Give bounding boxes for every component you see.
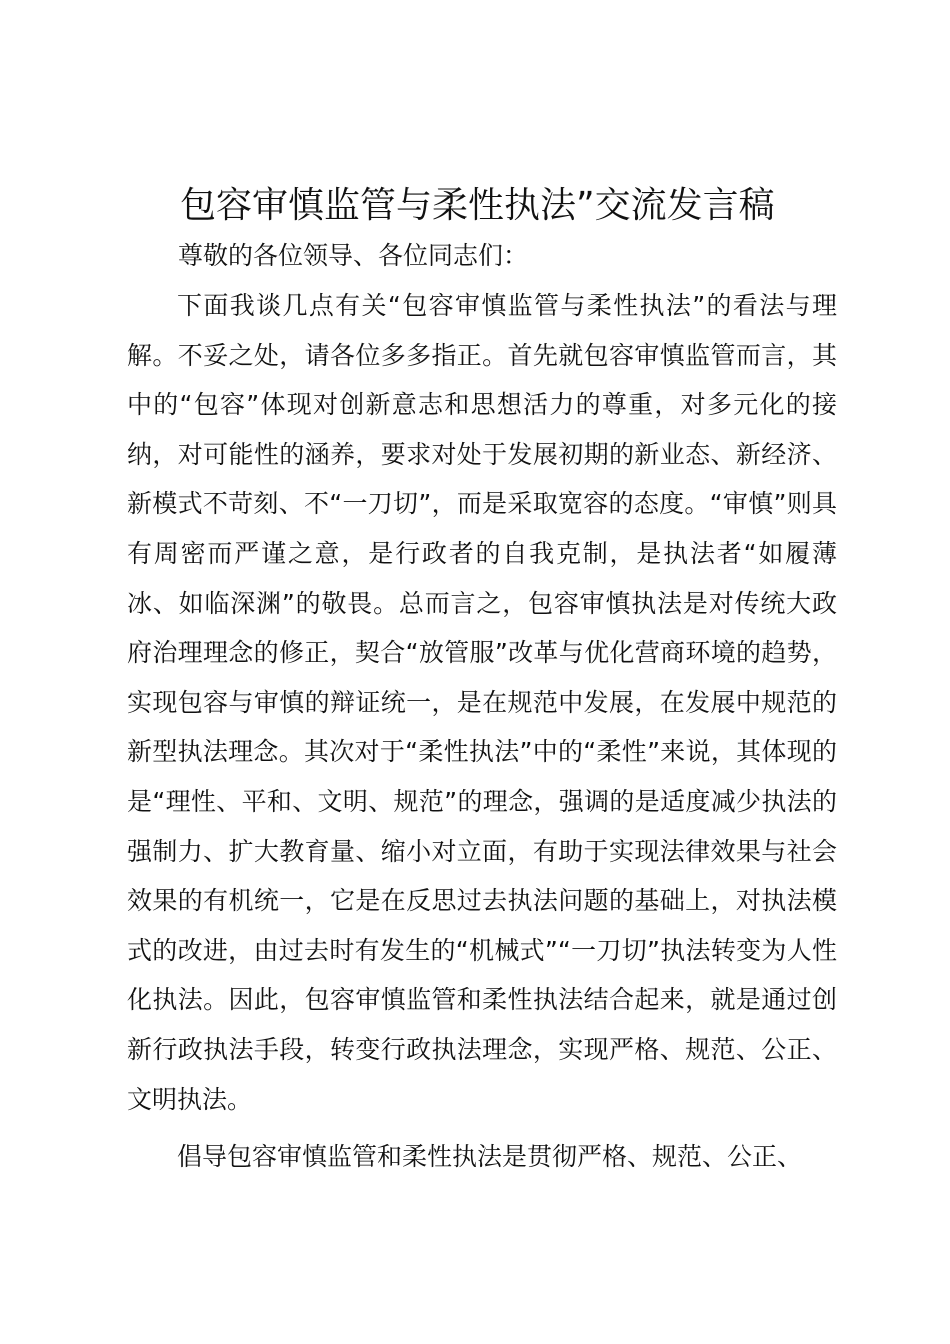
body-paragraph: 下面我谈几点有关“包容审慎监管与柔性执法”的看法与理解。不妥之处，请各位多多指正。首先就包容审慎监管而言，其中的“包容”体现对创新意志和思想活力的尊重，对多元化的接纳，对可能性的涵养，要求对处于发展初期的新业态、新经济、新模式不苛刻、不“一刀切”，而是采取宽容的态度。“审慎”则具有周密而严谨之意，是行政者的自我克制，是执法者“如履薄冰、如临深渊”的敬畏。总而言之，包容审慎执法是对传统大政府治理理念的修正，契合“放管服”改革与优化营商环境的趋势，实现包容与审慎的辩证统一，是在规范中发展，在发展中规范的新型执法理念。其次对于“柔性执法”中的“柔性”来说，其体现的是“理性、平和、文明、规范”的理念，强调的是适度减少执法的强制力、扩大教育量、缩小对立面，有助于实现法律效果与社会效果的有机统一，它是在反思过去执法问题的基础上，对执法模式的改进，由过去时有发生的“机械式”“一刀切”执法转变为人性化执法。因此，包容审慎监管和柔性执法结合起来，就是通过创新行政执法手段，转变行政执法理念，实现严格、规范、公正、文明执法。: [127, 291, 837, 1114]
salutation: 尊敬的各位领导、各位同志们：: [178, 241, 529, 270]
document-title: 包容审慎监管与柔性执法”交流发言稿: [180, 185, 775, 226]
body-paragraph: 倡导包容审慎监管和柔性执法是贯彻严格、规范、公正、: [177, 1142, 803, 1171]
